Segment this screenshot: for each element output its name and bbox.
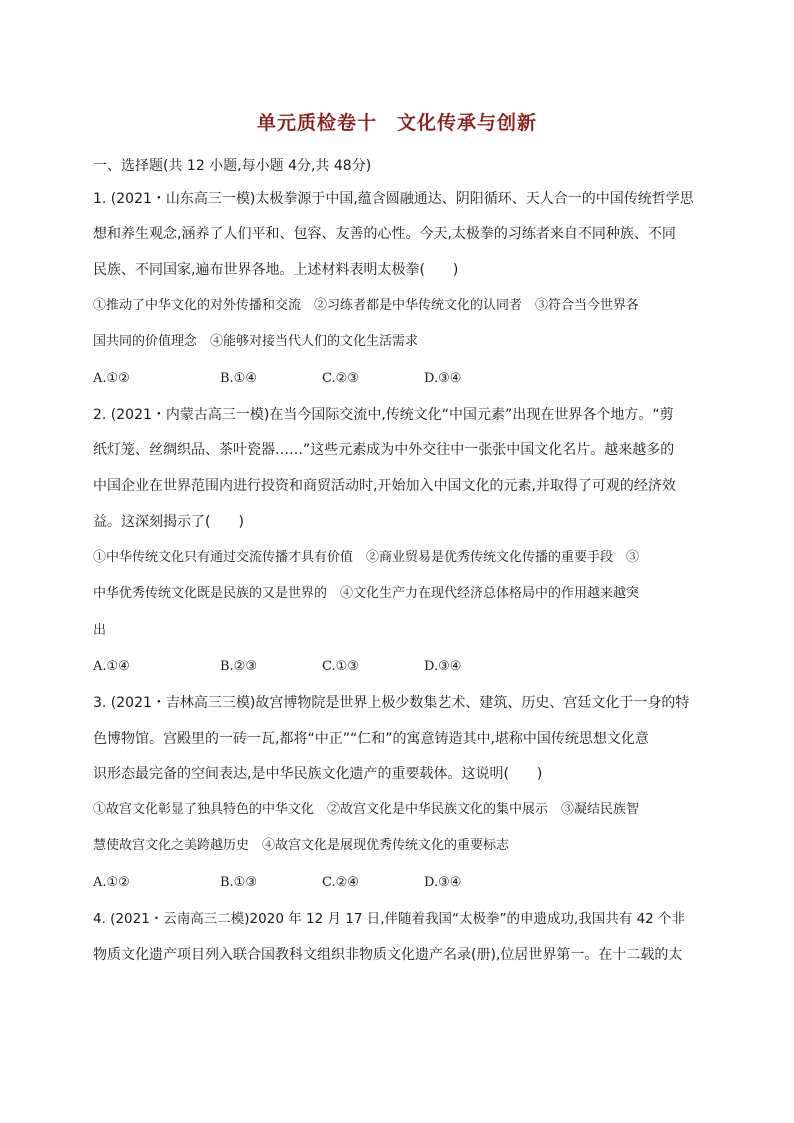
question-stem-line: 3. (2021・吉林高三三模)故宫博物院是世界上极少数集艺术、建筑、历史、宫廷文化于一身的特 (93, 695, 690, 711)
choice-a: A.①④ (93, 659, 130, 674)
choice-a: A.①② (93, 875, 130, 890)
question-stem-line: 中国企业在世界范围内进行投资和商贸活动时,开始加入中国文化的元素,并取得了可观的经济效 (93, 478, 676, 494)
choice-c: C.②④ (322, 875, 359, 890)
choice-d: D.③④ (424, 659, 462, 674)
question-option-line: 国共同的价值理念 ④能够对接当代人们的文化生活需求 (93, 334, 419, 349)
question-stem-line: 物质文化遗产项目列入联合国教科文组织非物质文化遗产名录(册),位居世界第一。在十二载的太 (93, 947, 683, 963)
choice-b: B.①④ (220, 371, 257, 386)
choice-c: C.①③ (322, 659, 359, 674)
question-stem-line: 益。这深刻揭示了( ) (93, 514, 244, 530)
question-stem-line: 民族、不同国家,遍布世界各地。上述材料表明太极拳( ) (93, 262, 459, 278)
question-stem-line: 1. (2021・山东高三一模)太极拳源于中国,蕴含圆融通达、阴阳循环、天人合一的中国传统哲学思 (93, 191, 694, 207)
question-option-line: ①中华传统文化只有通过交流传播才具有价值 ②商业贸易是优秀传统文化传播的重要手段 ③ (93, 550, 640, 565)
question-option-line: 慧使故宫文化之美跨越历史 ④故宫文化是展现优秀传统文化的重要标志 (93, 838, 510, 853)
choice-d: D.③④ (424, 875, 462, 890)
question-stem-line: 2. (2021・内蒙古高三一模)在当今国际交流中,传统文化“中国元素”出现在世界各个地方。“剪 (93, 407, 674, 423)
question-option-line: 出 (93, 623, 107, 638)
question-option-line: ①故宫文化彰显了独具特色的中华文化 ②故宫文化是中华民族文化的集中展示 ③凝结民族智 (93, 802, 640, 817)
question-option-line: 中华优秀传统文化既是民族的又是世界的 ④文化生产力在现代经济总体格局中的作用越来越突 (93, 586, 640, 601)
section-heading: 一、选择题(共 12 小题,每小题 4分,共 48分) (93, 158, 372, 174)
page-title: 单元质检卷十 文化传承与创新 (256, 112, 537, 134)
choice-b: B.②③ (220, 659, 257, 674)
question-stem-line: 4. (2021・云南高三二模)2020 年 12 月 17 日,伴随着我国“太极拳”的申遗成功,我国共有 42 个非 (93, 911, 686, 927)
question-stem-line: 纸灯笼、丝绸织品、茶叶瓷器……”这些元素成为中外交往中一张张中国文化名片。越来越多的 (93, 442, 675, 458)
choice-b: B.①③ (220, 875, 257, 890)
question-stem-line: 想和养生观念,涵养了人们平和、包容、友善的心性。今天,太极拳的习练者来自不同种族、不同 (93, 226, 676, 242)
question-stem-line: 识形态最完备的空间表达,是中华民族文化遗产的重要载体。这说明( ) (93, 766, 543, 782)
choice-a: A.①② (93, 371, 130, 386)
question-option-line: ①推动了中华文化的对外传播和交流 ②习练者都是中华传统文化的认同者 ③符合当今世界各 (93, 298, 640, 313)
choice-c: C.②③ (322, 371, 359, 386)
choice-d: D.③④ (424, 371, 462, 386)
question-stem-line: 色博物馆。宫殿里的一砖一瓦,都将“中正”“仁和”的寓意铸造其中,堪称中国传统思想文化意 (93, 731, 649, 747)
